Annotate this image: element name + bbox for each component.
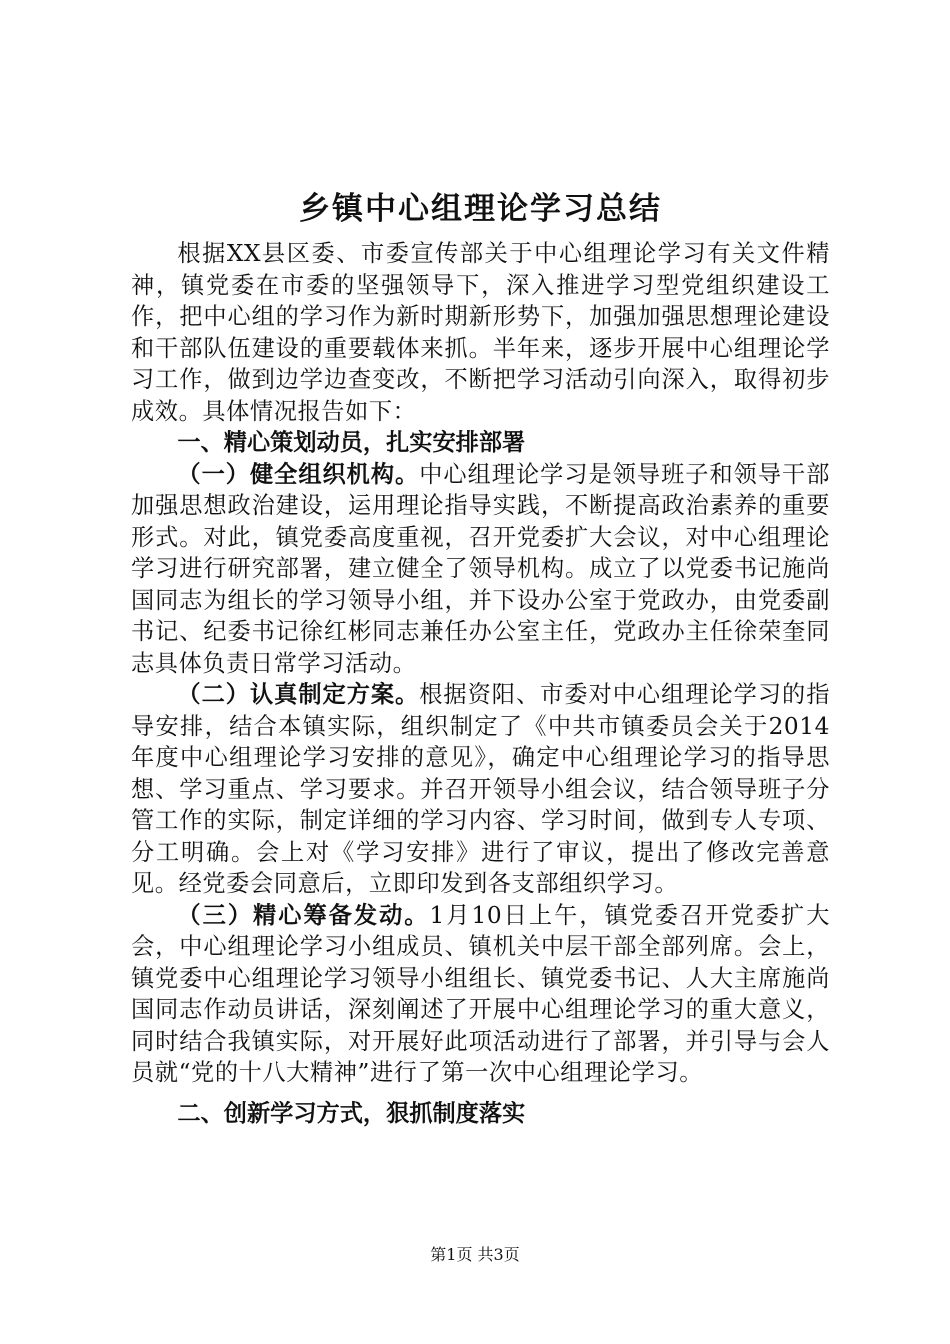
section1-item-3 [131, 900, 830, 1089]
section-heading-1: 一、精心策划动员，扎实安排部署 [177, 429, 526, 456]
document-page [131, 180, 830, 1129]
item-text: 中心组理论学习是领导班子和领导干部加强思想政治建设，运用理论指导实践，不断提高政治素养的重要形式。对此，镇党委高度重视，召开党委扩大会议，对中心组理论学习进行研究部署，建立健全了领导机构。成立了以党委书记施尚国同志为组长的学习领导小组，并下设办公室于党政办，由党委副书记、纪委书记徐红彬同志兼任办公室主任，党政办主任徐荣奎同志具体负责日常学习活动。 [131, 460, 831, 677]
document-title: 乡镇中心组理论学习总结 [299, 191, 662, 227]
item-lead: （三）精心筹备发动。 [177, 901, 430, 929]
intro-paragraph: 根据XX县区委、市委宣传部关于中心组理论学习有关文件精神，镇党委在市委的坚强领导下，深入推进学习型党组织建设工作，把中心组的学习作为新时期新形势下，加强加强思想理论建设和干部队伍建设的重要载体来抓。半年来，逐步开展中心组理论学习工作，做到边学边查变改，不断把学习活动引向深入，取得初步成效。具体情况报告如下： [131, 240, 830, 425]
page-footer: 第1页 共3页 [430, 1245, 520, 1264]
section1-item-2 [131, 679, 830, 900]
item-text: 1月10日上午，镇党委召开党委扩大会，中心组理论学习小组成员、镇机关中层干部全部列席。会上，镇党委中心组理论学习领导小组组长、镇党委书记、人大主席施尚国同志作动员讲话，深刻阐述了开展中心组理论学习的重大意义，同时结合我镇实际，对开展好此项活动进行了部署，并引导与会人员就“党的十八大精神”进行了第一次中心组理论学习。 [131, 901, 830, 1086]
item-text: 根据资阳、市委对中心组理论学习的指导安排，结合本镇实际，组织制定了《中共市镇委员会关于2014年度中心组理论学习安排的意见》，确定中心组理论学习的指导思想、学习重点、学习要求。并召开领导小组会议，结合领导班子分管工作的实际，制定详细的学习内容、学习时间，做到专人专项、分工明确。会上对《学习安排》进行了审议，提出了修改完善意见。经党委会同意后，立即印发到各支部组织学习。 [131, 681, 831, 897]
item-lead: （一）健全组织机构。 [177, 460, 420, 488]
section1-item-1 [131, 459, 830, 680]
item-lead: （二）认真制定方案。 [177, 681, 420, 708]
section-heading-2: 二、创新学习方式，狠抓制度落实 [177, 1099, 526, 1127]
